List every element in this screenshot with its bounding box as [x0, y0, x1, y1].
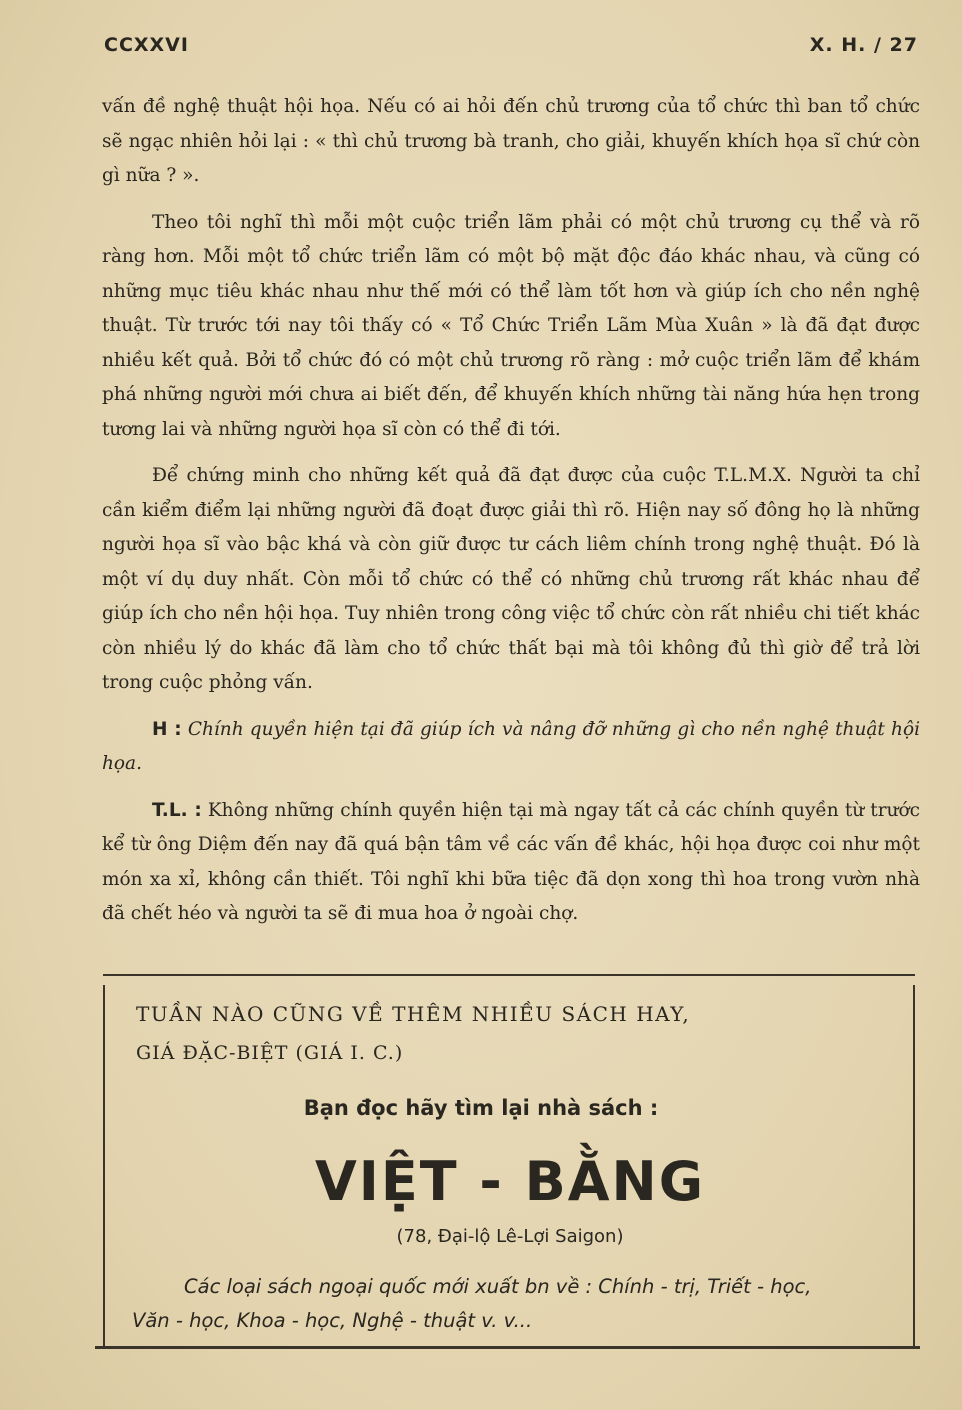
page-number: X. H. / 27 — [809, 34, 918, 56]
ad-price-note: GIÁ ĐẶC-BIỆT (GIÁ I. C.) — [136, 1042, 404, 1064]
ad-bottom-rule — [95, 1346, 920, 1349]
question-paragraph — [102, 713, 920, 782]
ad-books-line-1: Các loại sách ngoại quốc mới xuất bn về : Chính - trị, Triết - học, — [184, 1275, 812, 1298]
ad-top-rule — [103, 974, 915, 976]
answer-text: Không những chính quyền hiện tại mà ngay tất cả các chính quyền từ trước kể từ ông Diệm đến nay đã quá bận tâm về các vấn đề khác, hội họa được coi như một món xa xỉ, không cần thiết. Tôi nghĩ khi bữa tiệc đã dọn xong thì hoa trong vườn nhà đã chết héo và người ta sẽ đi mua hoa ở ngoài chợ. — [102, 799, 920, 924]
answer-paragraph — [102, 794, 920, 932]
page-header — [104, 34, 918, 60]
ad-books-list — [132, 1270, 902, 1338]
question-text: Chính quyền hiện tại đã giúp ích và nâng đỡ những gì cho nền nghệ thuật hội họa. — [102, 718, 920, 774]
ad-find-shop: Bạn đọc hãy tìm lại nhà sách : — [303, 1096, 659, 1120]
ad-headline: TUẦN NÀO CŨNG VỀ THÊM NHIỀU SÁCH HAY, — [136, 1002, 691, 1026]
ad-books-line-2: Văn - học, Khoa - học, Nghệ - thuật v. v... — [132, 1309, 533, 1332]
answer-speaker: T.L. : — [152, 799, 202, 821]
paragraph-2: Theo tôi nghĩ thì mỗi một cuộc triển lãm phải có một chủ trương cụ thể và rõ ràng hơn. Mỗi một tổ chức triển lãm có một bộ mặt độc đáo khác nhau, và cũng có những mục tiêu khác nhau như thế mới có thể làm tốt hơn và giúp ích cho nền nghệ thuật. Từ trước tới nay tôi thấy có « Tổ Chức Triển Lãm Mùa Xuân » là đã đạt được nhiều kết quả. Bởi tổ chức đó có một chủ trương rõ ràng : mở cuộc triển lãm để khám phá những người mới chưa ai biết đến, để khuyến khích những tài năng hứa hẹn trong tương lai và những người họa sĩ còn có thể đi tới. — [102, 211, 920, 440]
paragraph-3: Để chứng minh cho những kết quả đã đạt được của cuộc T.L.M.X. Người ta chỉ cần kiểm điểm lại những người đã đoạt được giải thì rõ. Hiện nay số đông họ là những người họa sĩ vào bậc khá và còn giữ được tư cách liêm chính trong nghệ thuật. Đó là một ví dụ duy nhất. Còn mỗi tổ chức có thể có những chủ trương rất khác nhau để giúp ích cho nền hội họa. Tuy nhiên trong công việc tổ chức còn rất nhiều chi tiết khác còn nhiều lý do khác đã làm cho tổ chức thất bại mà tôi không đủ thì giờ để trả lời trong cuộc phỏng vấn. — [102, 465, 920, 693]
section-number: CCXXVI — [104, 34, 189, 56]
ad-shop-name: VIỆT - BẰNG — [314, 1150, 706, 1213]
ad-shop-address: (78, Đại-lộ Lê-Lợi Saigon) — [396, 1226, 624, 1247]
paragraph-1: vấn đề nghệ thuật hội họa. Nếu có ai hỏi đến chủ trương của tổ chức thì ban tổ chức sẽ ngạc nhiên hỏi lại : « thì chủ trương bà tranh, cho giải, khuyến khích họa sĩ chứ còn gì nữa ? ». — [102, 96, 920, 186]
question-speaker: H : — [152, 718, 182, 740]
article-body — [102, 90, 920, 932]
